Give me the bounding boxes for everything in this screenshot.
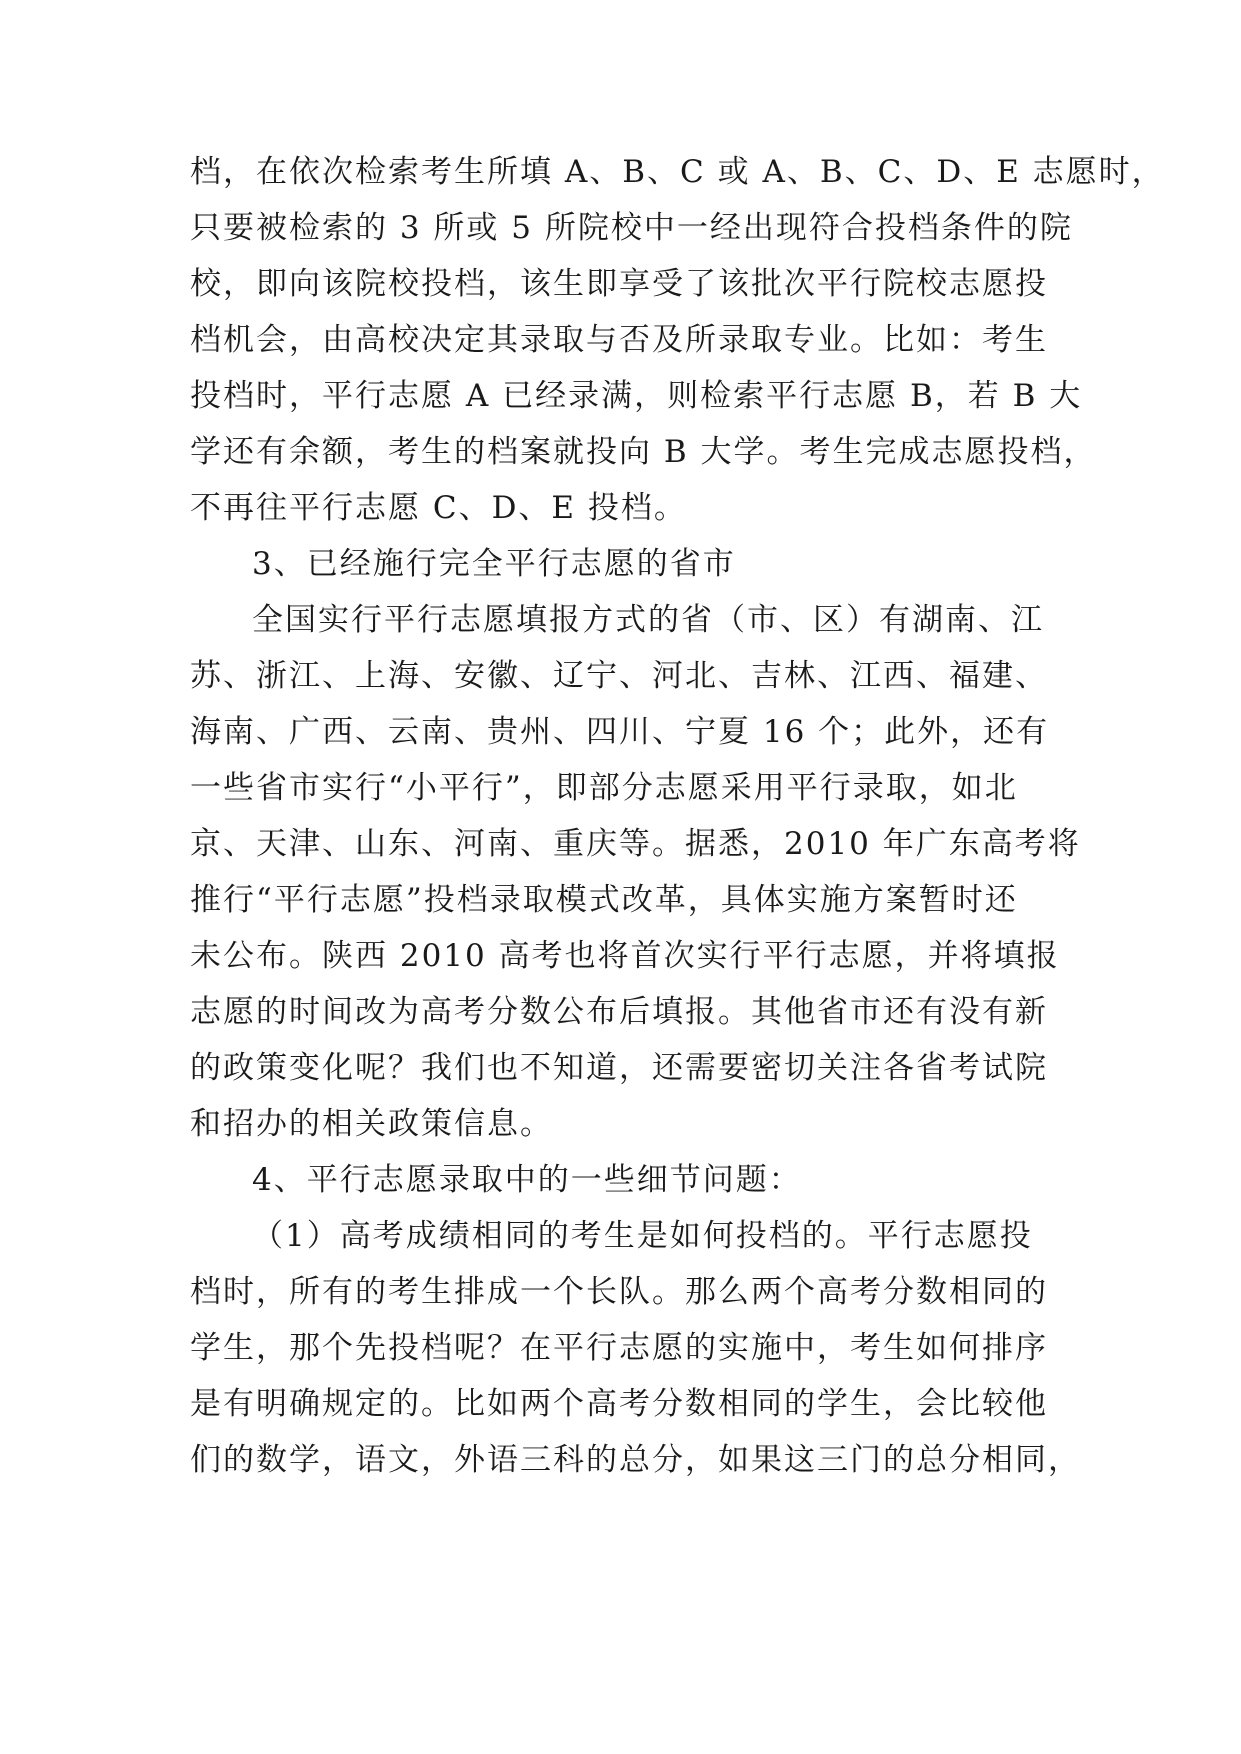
text-line-12: 一些省市实行“小平行”，即部分志愿采用平行录取，如北 <box>190 770 1018 806</box>
text-line-18: 和招办的相关政策信息。 <box>190 1106 553 1142</box>
section-heading-3: 3、已经施行完全平行志愿的省市 <box>252 546 736 582</box>
text-line-3: 校，即向该院校投档，该生即享受了该批次平行院校志愿投 <box>190 266 1048 302</box>
text-line-14: 推行“平行志愿”投档录取模式改革，具体实施方案暂时还 <box>190 882 1018 918</box>
text-line-17: 的政策变化呢？我们也不知道，还需要密切关注各省考试院 <box>190 1050 1048 1086</box>
text-line-24: 们的数学，语文，外语三科的总分，如果这三门的总分相同， <box>190 1442 1081 1478</box>
text-line-4: 档机会，由高校决定其录取与否及所录取专业。比如：考生 <box>190 322 1048 358</box>
text-line-16: 志愿的时间改为高考分数公布后填报。其他省市还有没有新 <box>190 994 1048 1030</box>
text-line-7: 不再往平行志愿 C、D、E 投档。 <box>190 490 687 526</box>
text-line-15: 未公布。陕西 2010 高考也将首次实行平行志愿，并将填报 <box>190 938 1060 974</box>
text-line-21: 档时，所有的考生排成一个长队。那么两个高考分数相同的 <box>190 1274 1048 1310</box>
text-line-10: 苏、浙江、上海、安徽、辽宁、河北、吉林、江西、福建、 <box>190 658 1048 694</box>
text-line-22: 学生，那个先投档呢？在平行志愿的实施中，考生如何排序 <box>190 1330 1048 1366</box>
text-line-13: 京、天津、山东、河南、重庆等。据悉，2010 年广东高考将 <box>190 826 1081 862</box>
text-line-5: 投档时，平行志愿 A 已经录满，则检索平行志愿 B，若 B 大 <box>190 378 1083 414</box>
text-line-6: 学还有余额，考生的档案就投向 B 大学。考生完成志愿投档， <box>190 434 1097 470</box>
text-line-1: 档，在依次检索考生所填 A、B、C 或 A、B、C、D、E 志愿时， <box>190 154 1165 190</box>
text-line-9: 全国实行平行志愿填报方式的省（市、区）有湖南、江 <box>252 602 1044 638</box>
text-line-11: 海南、广西、云南、贵州、四川、宁夏 16 个；此外，还有 <box>190 714 1050 750</box>
text-line-23: 是有明确规定的。比如两个高考分数相同的学生，会比较他 <box>190 1386 1048 1422</box>
section-heading-4: 4、平行志愿录取中的一些细节问题： <box>252 1162 802 1198</box>
text-line-20: （1）高考成绩相同的考生是如何投档的。平行志愿投 <box>252 1218 1033 1254</box>
text-line-2: 只要被检索的 3 所或 5 所院校中一经出现符合投档条件的院 <box>190 210 1073 246</box>
